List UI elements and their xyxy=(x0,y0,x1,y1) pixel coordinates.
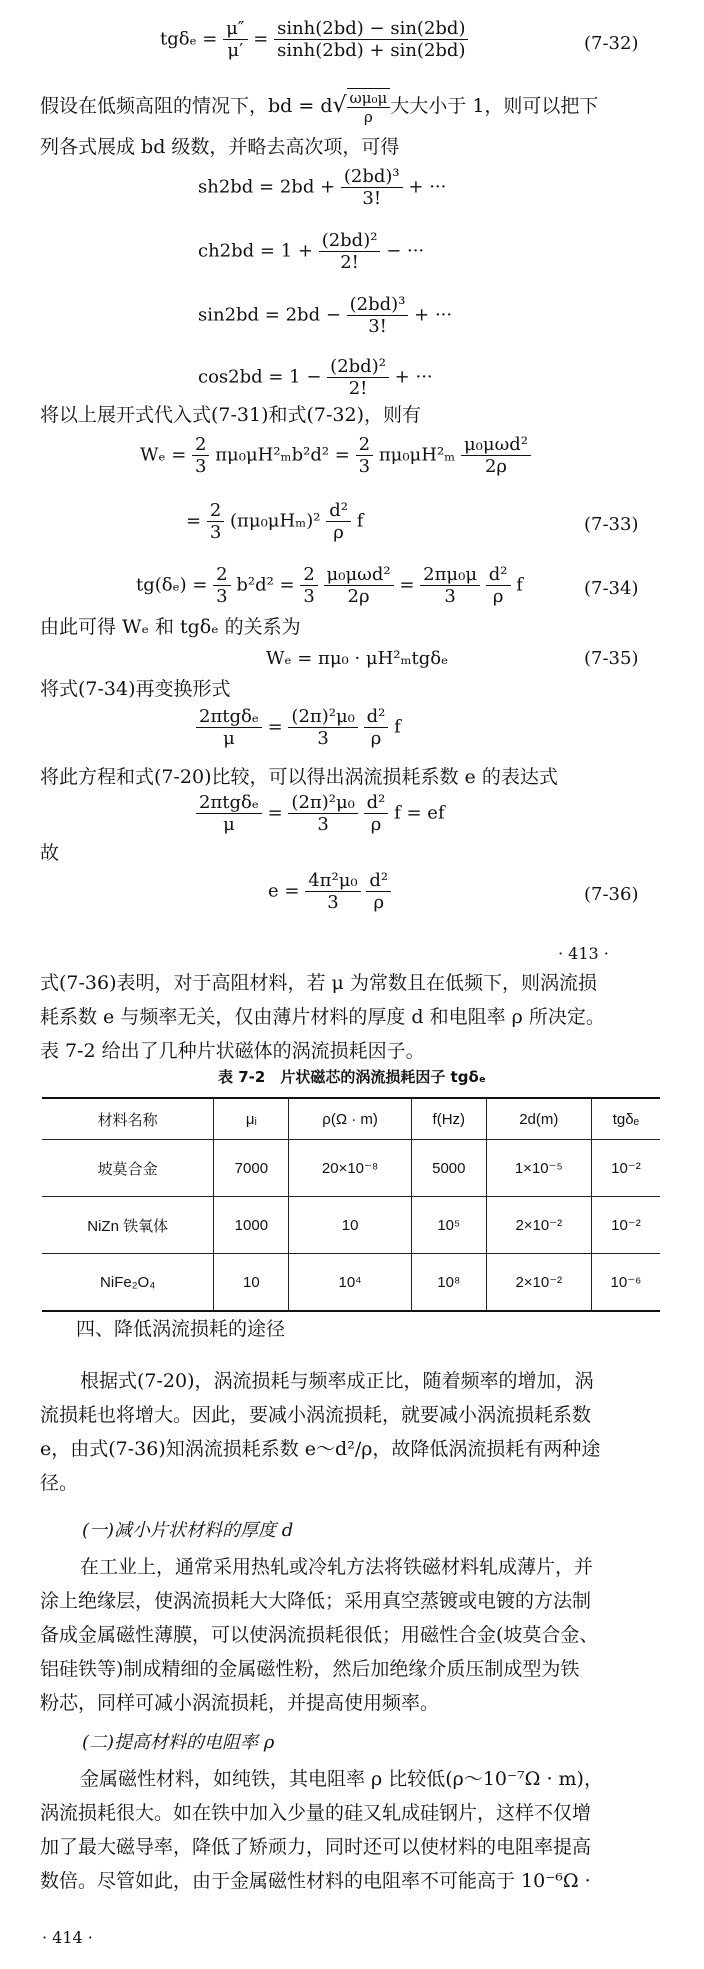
paragraph-compare: 将此方程和式(7-20)比较，可以得出涡流损耗系数 e 的表达式 xyxy=(40,766,558,788)
paragraph-substitute: 将以上展开式代入式(7-31)和式(7-32)，则有 xyxy=(40,404,422,426)
table-cell: 10⁸ xyxy=(411,1254,486,1312)
page-number-413: · 413 · xyxy=(558,944,609,963)
paragraph-relation: 由此可得 Wₑ 和 tgδₑ 的关系为 xyxy=(40,616,301,638)
equation-cos: cos2bd = 1 − $\frac{\text{(2bd)²}}{2!}$ + ··· xyxy=(198,356,433,399)
equation-7-35: Wₑ = πμ₀ · μH²ₘtgδₑ (7-35) xyxy=(266,648,639,669)
table-row xyxy=(42,1197,660,1254)
table-header: tgδₑ xyxy=(591,1098,660,1140)
table-cell: 7000 xyxy=(214,1140,289,1197)
table-cell: 10 xyxy=(214,1254,289,1312)
table-cell: 1000 xyxy=(214,1197,289,1254)
paragraph-transform: 将式(7-34)再变换形式 xyxy=(40,678,231,700)
page-number-414: · 414 · xyxy=(42,1928,93,1947)
table-cell: 10 xyxy=(289,1197,411,1254)
table-header: 材料名称 xyxy=(42,1098,214,1140)
table-caption: 表 7-2 片状磁芯的涡流损耗因子 tgδₑ xyxy=(218,1068,486,1086)
equation-transform: $\frac{\text{2πtgδₑ}}{\mu}$ = $\frac{\text{(2π)²μ₀}}{3}$ $\frac{\text{d²}}{\rho}$ f xyxy=(0,706,704,764)
equation-7-33: = $\frac{2}{3}$ (πμ₀μHₘ)² $\frac{\text{d²}}{\rho}$ f (7-33) xyxy=(186,500,639,543)
subheading-resistivity: (二)提高材料的电阻率 ρ xyxy=(82,1732,275,1753)
table-cell: 1×10⁻⁵ xyxy=(486,1140,591,1197)
equation-7-32: tgδₑ = $\frac{\mu''}{\mu'}$ = $\frac{\sinh(2bd) - \sin(2bd)}{\sinh(2bd) + \sin(2bd)}$ (7-32) xyxy=(160,18,639,61)
table-cell: 5000 xyxy=(411,1140,486,1197)
equation-number: (7-34) xyxy=(584,578,639,599)
section-heading: 四、降低涡流损耗的途径 xyxy=(76,1318,286,1340)
table-cell: 10⁻⁶ xyxy=(591,1254,660,1312)
paragraph-methods: 根据式(7-20)，涡流损耗与频率成正比，随着频率的增加，涡 流损耗也将增大。因此，要减小涡流损耗，就要减小涡流损耗系数 e，由式(7-36)知涡流损耗系数 e～d²/ρ，故降低涡流损耗有两种途 径。 xyxy=(40,1370,601,1494)
table-cell: NiZn 铁氧体 xyxy=(42,1197,214,1254)
paragraph-thickness: 在工业上，通常采用热轧或冷轧方法将铁磁材料轧成薄片，并 涂上绝缘层，使涡流损耗大大降低；采用真空蒸镀或电镀的方法制 备成金属磁性薄膜，可以使涡流损耗很低；用磁性合金(坡莫合金、 铝硅铁等)制成精细的金属磁性粉，然后加绝缘介质压制成型为铁 粉芯，同样可减小涡流损耗，并提高使用频率。 xyxy=(40,1556,599,1714)
equation-sh: sh2bd = 2bd + $\frac{\text{(2bd)³}}{3!}$ + ··· xyxy=(198,166,447,209)
eq-lhs: tgδₑ = xyxy=(160,28,218,50)
paragraph-resistivity: 金属磁性材料，如纯铁，其电阻率 ρ 比较低(ρ～10⁻⁷Ω · m)， 涡流损耗很大。如在铁中加入少量的硅又轧成硅钢片，这样不仅增 加了最大磁导率，降低了矫顽力，同时还可以使材料的电阻率提高 数倍。尽管如此，由于金属磁性材料的电阻率不可能高于 10⁻⁶Ω · xyxy=(40,1768,603,1892)
table-header: ρ(Ω · m) xyxy=(289,1098,411,1140)
eddy-loss-table xyxy=(42,1097,660,1312)
equation-we: Wₑ = $\frac{2}{3}$ πμ₀μH²ₘb²d² = $\frac{2}{3}$ πμ₀μH²ₘ $\frac{\text{μ₀μωd²}}{2\rho}$ xyxy=(0,434,704,492)
paragraph-conclusion: 式(7-36)表明，对于高阻材料，若 μ 为常数且在低频下，则涡流损 耗系数 e 与频率无关，仅由薄片材料的厚度 d 和电阻率 ρ 所决定。 表 7-2 给出了几种片状磁体的涡流损耗因子。 xyxy=(40,972,605,1062)
table-cell: 20×10⁻⁸ xyxy=(289,1140,411,1197)
table-cell: 2×10⁻² xyxy=(486,1197,591,1254)
table-row xyxy=(42,1140,660,1197)
table-cell: 坡莫合金 xyxy=(42,1140,214,1197)
paragraph-assumption: 假设在低频高阻的情况下，bd = d√ $\frac{\text{ωμ₀μ}}{\rho}$ 大大小于 1，则可以把下 列各式展成 bd 级数，并略去高次项，可得 xyxy=(40,89,599,158)
table-cell: NiFe₂O₄ xyxy=(42,1254,214,1312)
table-cell: 10⁵ xyxy=(411,1197,486,1254)
table-cell: 2×10⁻² xyxy=(486,1254,591,1312)
subheading-thickness: (一)减小片状材料的厚度 d xyxy=(82,1520,294,1541)
table-cell: 10⁻² xyxy=(591,1140,660,1197)
equation-7-34: tg(δₑ) = $\frac{2}{3}$ b²d² = $\frac{2}{3}$ $\frac{\text{μ₀μωd²}}{2\rho}$ = $\frac{\text{2πμ₀μ}}{3}$ $\frac{\text{d²}}{\rho}$ f (7-34) xyxy=(136,564,639,607)
table-row xyxy=(42,1254,660,1312)
paragraph-therefore: 故 xyxy=(40,842,60,864)
fraction: $\frac{\sinh(2bd) - \sin(2bd)}{\sinh(2bd) + \sin(2bd)}$ xyxy=(274,18,468,61)
equation-number: (7-33) xyxy=(584,514,639,535)
table-header: f(Hz) xyxy=(411,1098,486,1140)
table-cell: 10⁻² xyxy=(591,1197,660,1254)
equation-number: (7-36) xyxy=(584,884,639,905)
equation-7-36: e = $\frac{\text{4π²μ₀}}{3}$ $\frac{\text{d²}}{\rho}$ (7-36) xyxy=(268,870,639,913)
equation-sin: sin2bd = 2bd − $\frac{\text{(2bd)³}}{3!}$ + ··· xyxy=(198,294,453,337)
fraction: $\frac{\mu''}{\mu'}$ xyxy=(223,18,247,61)
table-header-row xyxy=(42,1098,660,1140)
table-cell: 10⁴ xyxy=(289,1254,411,1312)
equation-number: (7-32) xyxy=(584,33,639,54)
equation-ch: ch2bd = 1 + $\frac{\text{(2bd)²}}{2!}$ − ··· xyxy=(198,230,425,273)
equation-compare: $\frac{\text{2πtgδₑ}}{\mu}$ = $\frac{\text{(2π)²μ₀}}{3}$ $\frac{\text{d²}}{\rho}$ f = ef xyxy=(0,792,704,850)
table-header: 2d(m) xyxy=(486,1098,591,1140)
equation-number: (7-35) xyxy=(584,648,639,669)
table-header: μᵢ xyxy=(214,1098,289,1140)
